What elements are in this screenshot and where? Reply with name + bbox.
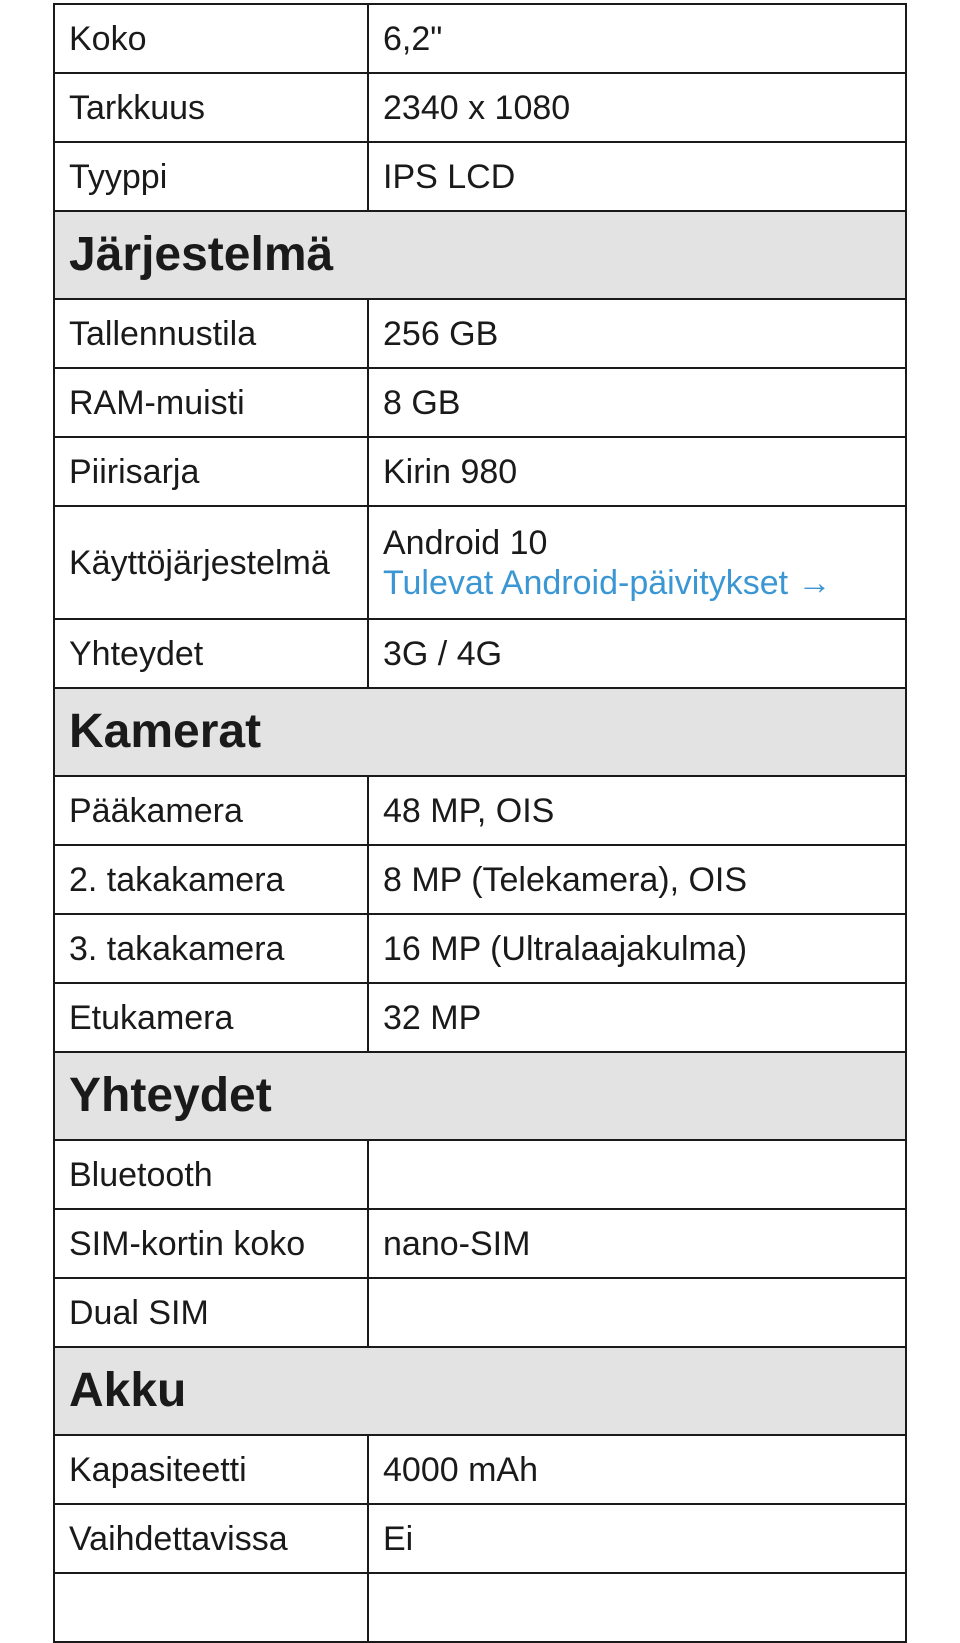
android-updates-link[interactable] (383, 563, 905, 603)
spec-label: Tallennustila (54, 299, 368, 368)
spec-value: 48 MP, OIS (368, 776, 906, 845)
spec-value: IPS LCD (368, 142, 906, 211)
spec-value: 32 MP (368, 983, 906, 1052)
section-title: Akku (54, 1347, 906, 1435)
spec-label: Dual SIM (54, 1278, 368, 1347)
arrow-right-icon: → (797, 563, 832, 602)
section-header-row (54, 1347, 906, 1435)
table-row (54, 73, 906, 142)
spec-label-empty (54, 1573, 368, 1642)
table-row (54, 845, 906, 914)
section-title: Yhteydet (54, 1052, 906, 1140)
table-row (54, 983, 906, 1052)
table-row (54, 914, 906, 983)
spec-label: Koko (54, 4, 368, 73)
spec-value: 4000 mAh (368, 1435, 906, 1504)
spec-label: Vaihdettavissa (54, 1504, 368, 1573)
table-row (54, 142, 906, 211)
table-row (54, 506, 906, 619)
spec-label: 3. takakamera (54, 914, 368, 983)
table-row (54, 4, 906, 73)
spec-label: Tarkkuus (54, 73, 368, 142)
spec-label: Tyyppi (54, 142, 368, 211)
section-title: Kamerat (54, 688, 906, 776)
table-row (54, 1573, 906, 1642)
spec-label: 2. takakamera (54, 845, 368, 914)
spec-value: 256 GB (368, 299, 906, 368)
table-row (54, 368, 906, 437)
table-row (54, 437, 906, 506)
spec-value (368, 1140, 906, 1209)
spec-value: 8 MP (Telekamera), OIS (368, 845, 906, 914)
spec-label: SIM-kortin koko (54, 1209, 368, 1278)
spec-label: Kapasiteetti (54, 1435, 368, 1504)
table-row (54, 1278, 906, 1347)
table-row (54, 776, 906, 845)
table-row (54, 1435, 906, 1504)
spec-value: Kirin 980 (368, 437, 906, 506)
spec-label: Pääkamera (54, 776, 368, 845)
spec-value-cell (368, 506, 906, 619)
spec-value: Android 10 (383, 523, 548, 562)
spec-label: Piirisarja (54, 437, 368, 506)
spec-value: 6,2" (368, 4, 906, 73)
table-row (54, 1140, 906, 1209)
table-row (54, 619, 906, 688)
spec-label: Käyttöjärjestelmä (54, 506, 368, 619)
section-header-row (54, 1052, 906, 1140)
table-row (54, 299, 906, 368)
spec-label: Yhteydet (54, 619, 368, 688)
spec-value: Ei (368, 1504, 906, 1573)
section-header-row (54, 211, 906, 299)
android-updates-link-text: Tulevat Android-päivitykset (383, 563, 789, 602)
spec-label: RAM-muisti (54, 368, 368, 437)
spec-value: 3G / 4G (368, 619, 906, 688)
spec-value: 16 MP (Ultralaajakulma) (368, 914, 906, 983)
spec-value: nano-SIM (368, 1209, 906, 1278)
table-row (54, 1209, 906, 1278)
spec-value (368, 1278, 906, 1347)
spec-label: Bluetooth (54, 1140, 368, 1209)
spec-value: 2340 x 1080 (368, 73, 906, 142)
spec-table (53, 3, 907, 1643)
section-header-row (54, 688, 906, 776)
spec-label: Etukamera (54, 983, 368, 1052)
section-title: Järjestelmä (54, 211, 906, 299)
table-row (54, 1504, 906, 1573)
spec-value-empty (368, 1573, 906, 1642)
spec-value: 8 GB (368, 368, 906, 437)
